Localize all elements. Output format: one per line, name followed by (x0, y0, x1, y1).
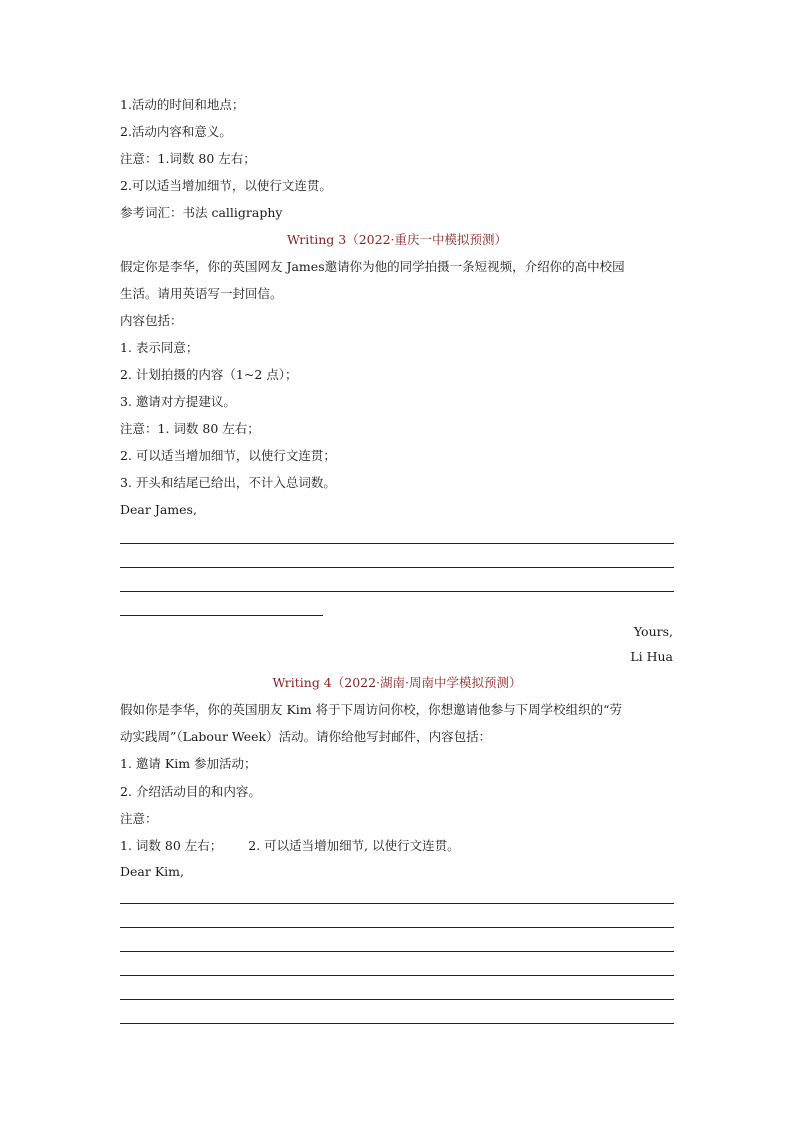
note-line-1: 注意：1.词数 80 左右； (120, 151, 256, 166)
writing-3-content-label: 内容包括： (120, 313, 183, 328)
writing-4-prompt-line-1: 假如你是李华，你的英国朋友 Kim 将于下周访问你校，你想邀请他参与下周学校组织的“劳 (120, 702, 623, 717)
writing-4-notes (120, 838, 460, 854)
writing-3-content-item-1: 1. 表示同意； (120, 340, 199, 355)
writing-3-greeting: Dear James, (120, 502, 197, 517)
writing-4-content-item-2: 2. 介绍活动目的和内容。 (120, 784, 261, 799)
writing-4-answer-line (120, 951, 674, 952)
writing-3-content-item-3: 3. 邀请对方提建议。 (120, 394, 236, 409)
writing-4-answer-line (120, 975, 674, 976)
writing-3-title: Writing 3（2022·重庆一中模拟预测） (286, 232, 508, 247)
writing-4-content-item-1: 1. 邀请 Kim 参加活动； (120, 756, 257, 771)
writing-3-note-1: 注意：1. 词数 80 左右； (120, 421, 260, 436)
note-line-2: 2.可以适当增加细节，以使行文连贯。 (120, 178, 332, 193)
writing-4-greeting: Dear Kim, (120, 864, 184, 879)
vocabulary-line: 参考词汇：书法 calligraphy (120, 205, 283, 220)
writing-3-signature: Li Hua (630, 649, 673, 664)
writing-4-note-1: 1. 词数 80 左右； (120, 838, 223, 853)
writing-3-content-item-2: 2. 计划拍摄的内容（1~2 点）； (120, 367, 298, 382)
writing-3-answer-line-short (120, 615, 323, 616)
writing-3-note-2: 2. 可以适当增加细节，以使行文连贯； (120, 448, 336, 463)
writing-4-prompt-line-2: 动实践周”（Labour Week）活动。请你给他写封邮件，内容包括： (120, 729, 492, 744)
writing-4-answer-line (120, 999, 674, 1000)
requirement-line-1: 1.活动的时间和地点； (120, 97, 245, 112)
writing-3-answer-line (120, 567, 674, 568)
writing-3-closing: Yours, (633, 624, 673, 639)
writing-4-title: Writing 4（2022·湖南·周南中学模拟预测） (272, 675, 522, 690)
writing-4-note-2: 2. 可以适当增加细节, 以使行文连贯。 (248, 838, 460, 853)
writing-3-prompt-line-1: 假定你是李华，你的英国网友 James邀请你为他的同学拍摄一条短视频，介绍你的高中校园 (120, 259, 625, 274)
writing-4-answer-line (120, 903, 674, 904)
writing-3-note-3: 3. 开头和结尾已给出，不计入总词数。 (120, 475, 336, 490)
requirement-line-2: 2.活动内容和意义。 (120, 124, 232, 139)
writing-4-note-label: 注意： (120, 811, 158, 826)
writing-3-prompt-line-2: 生活。请用英语写一封回信。 (120, 286, 283, 301)
writing-4-answer-line (120, 927, 674, 928)
writing-3-answer-line (120, 543, 674, 544)
writing-4-answer-line (120, 1023, 674, 1024)
writing-3-answer-line (120, 591, 674, 592)
